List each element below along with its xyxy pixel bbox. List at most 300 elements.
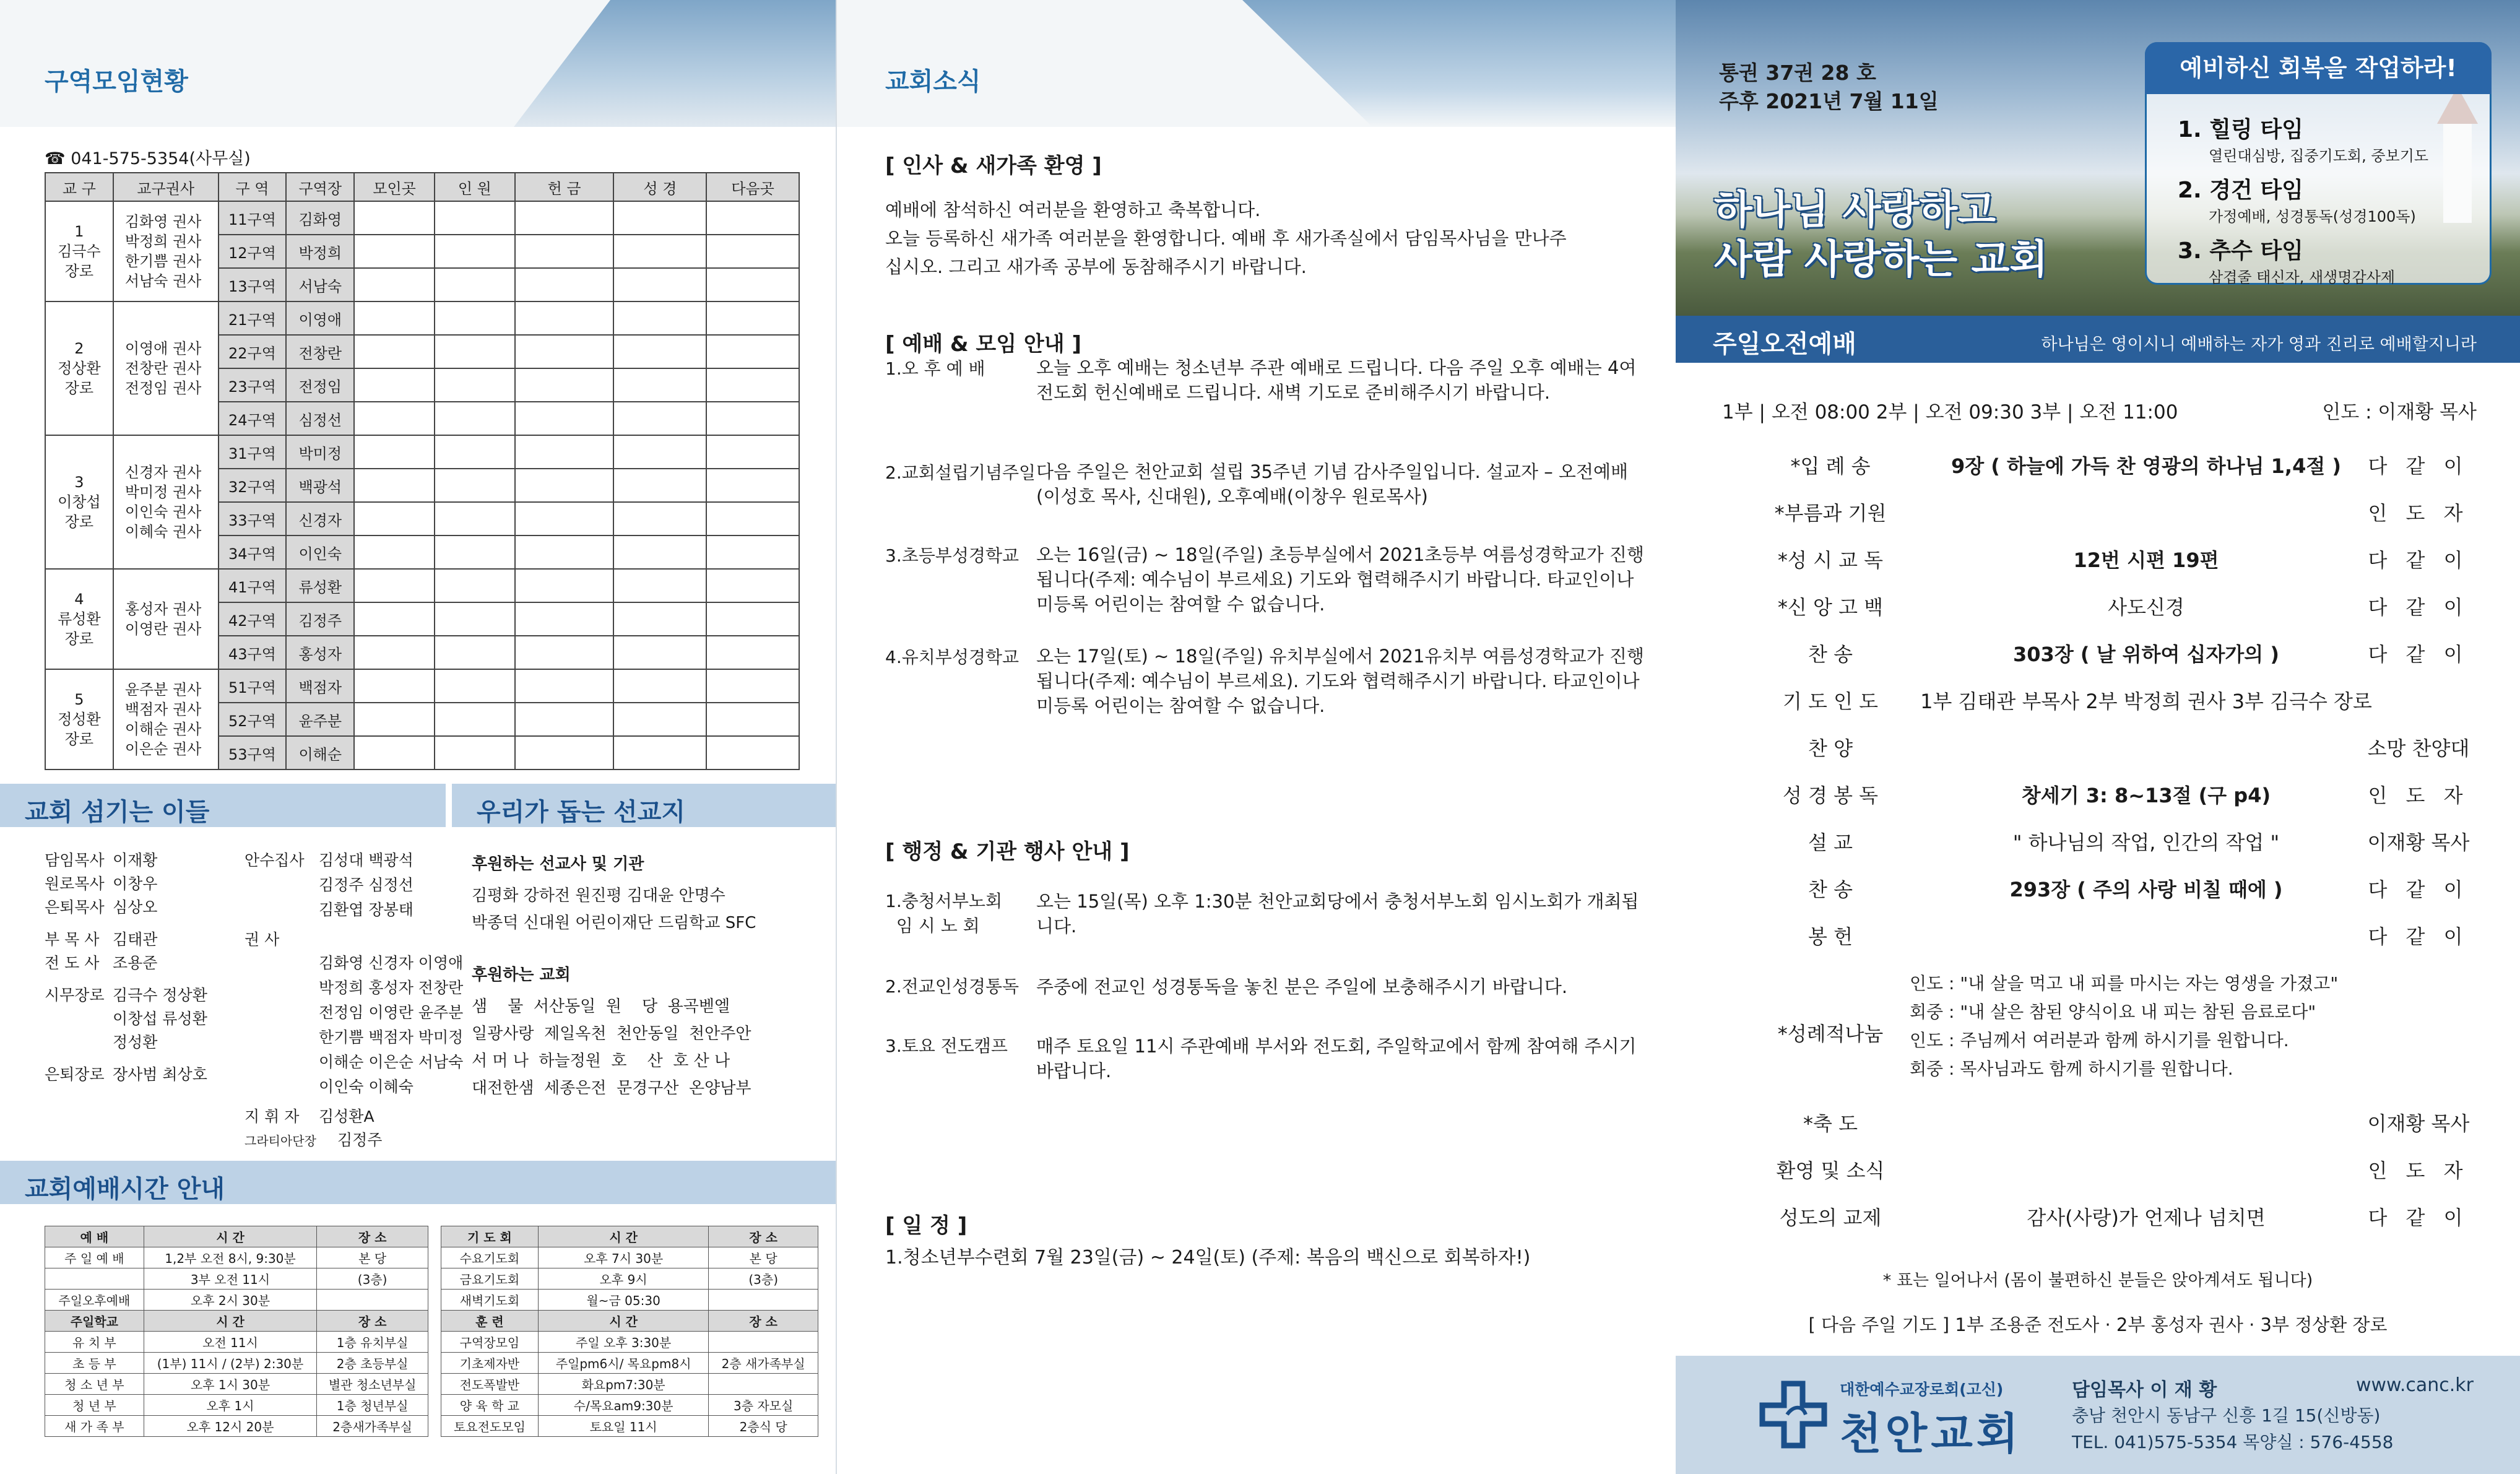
servant-names: 이인숙 이혜숙 [319, 1078, 414, 1096]
blank-cell [515, 636, 614, 669]
district-leader: 홍성자 [286, 636, 354, 669]
greet-head: [ 인사 & 새가족 환영 ] [885, 154, 1102, 178]
blank-cell [435, 368, 515, 402]
admin-head: [ 행정 & 기관 행사 안내 ] [885, 839, 1130, 864]
blank-cell [515, 502, 614, 535]
district-id: 33구역 [219, 502, 287, 535]
blank-cell [435, 569, 515, 602]
schedule-cell: (1부) 11시 / (2부) 2:30분 [144, 1353, 317, 1374]
mission-line: 일광사랑 제일옥천 천안동일 천안주안 [472, 1025, 751, 1043]
blank-cell [354, 402, 435, 435]
blank-cell [613, 268, 706, 301]
schedule-cell: 2층새가족부실 [317, 1416, 428, 1437]
schedule-header: 장 소 [317, 1226, 428, 1247]
district-id: 32구역 [219, 469, 287, 502]
order-item: 기 도 인 도 [1782, 690, 1879, 713]
schedule-bar [0, 1161, 836, 1204]
servant-role: 은퇴목사 [45, 898, 105, 916]
admin-item-text: 주중에 전교인 성경통독을 놓친 분은 주일에 보충해주시기 바랍니다. [1036, 976, 1568, 997]
schedule-cell: 1층 청년부실 [317, 1395, 428, 1416]
website: www.canc.kr [2355, 1374, 2474, 1396]
table-row [45, 569, 799, 602]
schedule-cell: 3부 오전 11시 [144, 1268, 317, 1290]
schedule-cell: 금요기도회 [441, 1268, 539, 1290]
district-id: 24구역 [219, 402, 287, 435]
order-leader: 인 도 자 [2368, 501, 2469, 525]
blank-cell [435, 301, 515, 335]
service-title: 주일오전예배 [1713, 330, 1856, 358]
district-id: 52구역 [219, 703, 287, 736]
schedule-cell: 수요기도회 [441, 1247, 539, 1268]
slogan-head: 1. 힐링 타임 [2178, 117, 2303, 142]
worship-item-label: 2.교회설립기념주일 [885, 462, 1036, 483]
blank-cell [706, 736, 799, 770]
servants-bar [0, 784, 446, 827]
blank-cell [613, 636, 706, 669]
blank-cell [354, 469, 435, 502]
mission-line: 대전한샘 세종은전 문경구산 온양남부 [472, 1079, 751, 1098]
parish-name: 4 류성환 장로 [45, 569, 113, 669]
district-leader: 이인숙 [286, 535, 354, 569]
deacon-name: 서남숙 권사 [124, 272, 202, 290]
deacon-name: 한기쁨 권사 [124, 253, 202, 270]
order-item: *축 도 [1803, 1112, 1858, 1135]
blank-cell [706, 703, 799, 736]
order-item: *부름과 기원 [1774, 501, 1887, 525]
schedule-title: 교회예배시간 안내 [25, 1175, 225, 1203]
order-row [1676, 1202, 2520, 1249]
greet-line: 오늘 등록하신 새가족 여러분을 환영합니다. 예배 후 새가족실에서 담임목사님을 만나주 [885, 228, 1567, 249]
blank-cell [435, 502, 515, 535]
church-name: 천안교회 [1840, 1408, 2022, 1459]
order-content: 12번 시편 19편 [2073, 548, 2219, 572]
blank-cell [515, 469, 614, 502]
order-content: " 하나님의 작업, 인간의 작업 " [2012, 831, 2280, 854]
district-id: 43구역 [219, 636, 287, 669]
blank-cell [515, 602, 614, 636]
blank-cell [354, 569, 435, 602]
schedule-cell: (3층) [317, 1268, 428, 1290]
table-header: 교구권사 [113, 173, 219, 201]
deacon-name: 이해순 권사 [124, 721, 202, 738]
mission-line: 샘 물 서산동일 원 당 용곡벧엘 [472, 997, 730, 1016]
order-leader: 다 같 이 [2368, 878, 2469, 901]
blank-cell [706, 201, 799, 235]
servant-row [245, 873, 449, 898]
schedule-head: [ 일 정 ] [885, 1213, 968, 1238]
blank-cell [706, 636, 799, 669]
table-header: 헌 금 [515, 173, 614, 201]
servant-names: 김정주 [337, 1131, 383, 1149]
schedule-row [45, 1374, 428, 1395]
servant-names: 조용준 [113, 954, 158, 972]
servant-names: 이창우 [113, 875, 158, 893]
schedule-cell: 주일 오후 3:30분 [538, 1332, 708, 1353]
blank-cell [435, 335, 515, 368]
missionary-bar [452, 784, 836, 827]
schedule-header: 주일학교 [45, 1311, 144, 1332]
blank-cell [515, 736, 614, 770]
servant-row [245, 1000, 464, 1025]
schedule-cell: 수/목요am9:30분 [538, 1395, 708, 1416]
blank-cell [706, 301, 799, 335]
blank-cell [706, 602, 799, 636]
schedule-cell: 청 소 년 부 [45, 1374, 144, 1395]
blank-cell [354, 636, 435, 669]
table-row [45, 435, 799, 469]
service-times: 1부 | 오전 08:00 2부 | 오전 09:30 3부 | 오전 11:00 [1722, 401, 2178, 423]
worship-item-label: 1.오 후 예 배 [885, 358, 985, 379]
servant-row [45, 872, 243, 895]
order-row [1676, 451, 2520, 498]
district-id: 11구역 [219, 201, 287, 235]
servant-row [45, 1054, 243, 1086]
blank-cell [515, 669, 614, 703]
parish-name: 5 정성환 장로 [45, 669, 113, 770]
blank-cell [706, 669, 799, 703]
district-leader: 서남숙 [286, 268, 354, 301]
servant-names: 정성환 [113, 1033, 158, 1051]
order-row [1676, 592, 2520, 639]
deacon-name: 이인숙 권사 [124, 503, 202, 521]
worship-item-label: 3.초등부성경학교 [885, 545, 1020, 566]
blank-cell [613, 402, 706, 435]
blank-cell [613, 301, 706, 335]
order-content: 293장 ( 주의 사랑 비칠 때에 ) [2009, 878, 2283, 901]
district-leader: 이해순 [286, 736, 354, 770]
service-band [1676, 316, 2520, 363]
district-leader: 전창란 [286, 335, 354, 368]
order-item: 찬 양 [1808, 737, 1853, 760]
schedule-row [45, 1290, 428, 1311]
order-row [1676, 733, 2520, 780]
hero-line-1: 하나님 사랑하고 [1714, 188, 1996, 233]
order-content: 사도신경 [2108, 596, 2184, 619]
schedule-cell: 오후 2시 30분 [144, 1290, 317, 1311]
blank-cell [435, 535, 515, 569]
servant-names: 김성대 백광석 [319, 851, 414, 869]
service-verse: 하나님은 영이시니 예배하는 자가 영과 진리로 예배할지니라 [2041, 335, 2477, 354]
servant-row [45, 919, 243, 951]
deacon-name: 신경자 권사 [124, 464, 202, 481]
schedule-row [441, 1247, 818, 1268]
table-header: 성 경 [613, 173, 706, 201]
servant-row [245, 976, 464, 1000]
blank-cell [435, 703, 515, 736]
schedule-cell: 전도폭발반 [441, 1374, 539, 1395]
next-prayer: [ 다음 주일 기도 ] 1부 조용준 전도사 · 2부 홍성자 권사 · 3부 정상환 장로 [1808, 1314, 2388, 1335]
district-leader: 백점자 [286, 669, 354, 703]
schedule-cell: 본 당 [709, 1247, 818, 1268]
greet-text [885, 196, 1567, 281]
prayer-training-table [441, 1226, 818, 1437]
servant-role: 원로목사 [45, 875, 105, 893]
news-title: 교회소식 [885, 67, 981, 96]
blank-cell [354, 703, 435, 736]
servant-names: 김성환A [319, 1108, 375, 1125]
schedule-cell: 주일오후예배 [45, 1290, 144, 1311]
schedule-cell: 구역장모임 [441, 1332, 539, 1353]
blank-cell [515, 703, 614, 736]
schedule-header: 장 소 [709, 1311, 818, 1332]
blank-cell [354, 235, 435, 268]
order-item: *입 례 송 [1790, 454, 1871, 478]
church-logo-icon [1759, 1381, 1827, 1449]
schedule-row [45, 1268, 428, 1290]
schedule-row [441, 1268, 818, 1290]
mission-lines-2 [472, 994, 825, 1103]
order-content: 창세기 3: 8~13절 (구 p4) [2021, 784, 2271, 807]
blank-cell [613, 201, 706, 235]
servant-names: 심상오 [113, 898, 158, 916]
slogan-sub: 열린대심방, 집중기도회, 중보기도 [2209, 147, 2429, 165]
schedule-header: 장 소 [709, 1226, 818, 1247]
blank-cell [706, 402, 799, 435]
order-leader: 인 도 자 [2368, 784, 2469, 807]
mission-line: 김평화 강하전 원진평 김대윤 안명수 [472, 887, 725, 905]
schedule-cell: 오후 9시 [538, 1268, 708, 1290]
greet-line: 예배에 참석하신 여러분을 환영하고 축복합니다. [885, 199, 1261, 220]
schedule-row [45, 1353, 428, 1374]
order-row [1676, 1108, 2520, 1155]
schedule-cell: 본 당 [317, 1247, 428, 1268]
blank-cell [613, 502, 706, 535]
schedule-cell: 별관 청소년부실 [317, 1374, 428, 1395]
schedule-row [45, 1395, 428, 1416]
missionary-title: 우리가 돕는 선교지 [477, 798, 685, 826]
servant-row [245, 1099, 449, 1128]
schedule-cell: 1,2부 오전 8시, 9:30분 [144, 1247, 317, 1268]
blank-cell [435, 669, 515, 703]
blank-cell [613, 335, 706, 368]
schedule-cell: 주일pm6시/ 목요pm8시 [538, 1353, 708, 1374]
district-id: 23구역 [219, 368, 287, 402]
schedule-cell: 월~금 05:30 [538, 1290, 708, 1311]
district-leader: 김정주 [286, 602, 354, 636]
district-leader: 백광석 [286, 469, 354, 502]
schedule-cell: 유 치 부 [45, 1332, 144, 1353]
servant-row [245, 1050, 464, 1075]
schedule-header: 시 간 [144, 1311, 317, 1332]
district-leader: 박정희 [286, 235, 354, 268]
schedule-cell: 화요pm7:30분 [538, 1374, 708, 1395]
mission-line: 서 머 나 하늘정원 호 산 호 산 나 [472, 1052, 730, 1070]
schedule-row [441, 1332, 818, 1353]
schedule-cell: 초 등 부 [45, 1353, 144, 1374]
service-leader: 인도 : 이재황 목사 [2322, 401, 2477, 423]
bulletin-cover [1676, 0, 2520, 1474]
table-header: 인 원 [435, 173, 515, 201]
district-leader: 윤주분 [286, 703, 354, 736]
blank-cell [435, 402, 515, 435]
order-row [1676, 639, 2520, 686]
mission-head-2: 후원하는 교회 [472, 966, 571, 984]
blank-cell [613, 703, 706, 736]
worship-head: [ 예배 & 모임 안내 ] [885, 332, 1081, 357]
blank-cell [706, 569, 799, 602]
order-row [1676, 686, 2520, 733]
district-id: 41구역 [219, 569, 287, 602]
blank-cell [613, 469, 706, 502]
standing-note: * 표는 일어나서 (몸이 불편하신 분들은 앉아계셔도 됩니다) [1882, 1271, 2313, 1290]
district-id: 13구역 [219, 268, 287, 301]
deacon-name: 윤주분 권사 [124, 681, 202, 698]
blank-cell [354, 602, 435, 636]
schedule-cell: 오후 12시 20분 [144, 1416, 317, 1437]
blank-cell [706, 535, 799, 569]
blank-cell [706, 235, 799, 268]
district-panel [0, 0, 836, 1474]
order-item: *신 앙 고 백 [1777, 596, 1884, 619]
blank-cell [706, 335, 799, 368]
servant-names: 한기쁨 백점자 박미정 [319, 1028, 464, 1046]
district-leader: 신경자 [286, 502, 354, 535]
blank-cell [613, 669, 706, 703]
deacon-name: 김화영 권사 [124, 213, 202, 230]
slogan-head: 2. 경건 타임 [2178, 178, 2303, 203]
order-row [1676, 545, 2520, 592]
schedule-cell [709, 1374, 818, 1395]
footer [1676, 1356, 2520, 1474]
blank-cell [435, 636, 515, 669]
order-leader: 다 같 이 [2368, 454, 2469, 478]
servants-right [245, 848, 464, 1153]
deacon-name: 전창란 권사 [124, 360, 202, 377]
servant-role: 지 휘 자 [245, 1108, 300, 1125]
schedule-header: 시 간 [144, 1226, 317, 1247]
communion-line: 회중 : 목사님과도 함께 하시기를 원합니다. [1910, 1059, 2233, 1079]
servant-row [45, 951, 243, 974]
blank-cell [613, 435, 706, 469]
schedule-header: 장 소 [317, 1311, 428, 1332]
blank-cell [515, 301, 614, 335]
parish-deacons [113, 569, 219, 669]
order-row [1676, 780, 2520, 827]
order-item: *성 시 교 독 [1777, 548, 1884, 572]
district-leader: 심정선 [286, 402, 354, 435]
servant-names: 김정주 심정선 [319, 876, 414, 894]
order-item: 찬 송 [1808, 878, 1853, 901]
servant-row [245, 1075, 449, 1099]
servant-names: 김화영 신경자 이영애 [319, 954, 464, 972]
admin-item-label: 3.토요 전도캠프 [885, 1036, 1008, 1056]
servant-names: 김극수 정상환 [113, 986, 207, 1004]
schedule-row [45, 1332, 428, 1353]
blank-cell [613, 736, 706, 770]
schedule-row [45, 1416, 428, 1437]
order-item: 찬 송 [1808, 643, 1853, 666]
denomination: 대한예수교장로회(고신) [1840, 1381, 2004, 1398]
worship-item-text: 오늘 오후 예배는 청소년부 주관 예배로 드립니다. 다음 주일 오후 예배는 4여전도회 헌신예배로 드립니다. 새벽 기도로 준비해주시기 바랍니다. [1036, 357, 1637, 403]
servant-role: 안수집사 [245, 851, 305, 869]
blank-cell [354, 301, 435, 335]
table-header: 구역장 [286, 173, 354, 201]
district-leader: 박미정 [286, 435, 354, 469]
order-row [1676, 1155, 2520, 1202]
schedule-header: 시 간 [538, 1311, 708, 1332]
servant-row [45, 1030, 243, 1054]
blank-cell [354, 268, 435, 301]
servant-row [245, 898, 449, 922]
schedule-row [45, 1247, 428, 1268]
order-leader: 이재황 목사 [2367, 831, 2470, 854]
district-id: 22구역 [219, 335, 287, 368]
blank-cell [706, 268, 799, 301]
order-leader: 다 같 이 [2368, 643, 2469, 666]
blank-cell [515, 435, 614, 469]
order-content: 9장 ( 하늘에 가득 찬 영광의 하나님 1,4절 ) [1951, 454, 2342, 478]
blank-cell [515, 368, 614, 402]
blank-cell [354, 201, 435, 235]
schedule-header: 훈 련 [441, 1311, 539, 1332]
table-row [45, 201, 799, 235]
admin-item-label: 1.충청서부노회 임 시 노 회 [885, 891, 1003, 936]
blank-cell [613, 535, 706, 569]
parish-name: 2 정상환 장로 [45, 301, 113, 435]
servant-row [245, 848, 449, 873]
schedule-row [441, 1395, 818, 1416]
schedule-cell: 양 육 학 교 [441, 1395, 539, 1416]
servant-row [45, 974, 243, 1007]
servant-names: 전정임 이영란 윤주분 [319, 1004, 464, 1021]
servants-left [45, 848, 243, 1086]
servant-row [245, 951, 464, 976]
parish-deacons [113, 669, 219, 770]
blank-cell [515, 402, 614, 435]
servant-role: 담임목사 [45, 851, 105, 869]
order-content: 303장 ( 날 위하여 십자가의 ) [2013, 643, 2279, 666]
communion-text [1910, 969, 2338, 1083]
communion-line: 인도 : 주님께서 여러분과 함께 하시기를 원합니다. [1910, 1030, 2289, 1051]
mission-line: 박종덕 신대원 어린이재단 드림학교 SFC [472, 914, 756, 932]
admin-item-text: 오는 15일(목) 오후 1:30분 천안교회당에서 충청서부노회 임시노회가 개최됩니다. [1036, 891, 1639, 937]
blank-cell [515, 535, 614, 569]
order-leader: 다 같 이 [2368, 1206, 2469, 1229]
schedule-row [441, 1374, 818, 1395]
district-id: 53구역 [219, 736, 287, 770]
deacon-name: 이혜숙 권사 [124, 523, 202, 540]
order-item: 설 교 [1808, 831, 1853, 854]
order-leader: 다 같 이 [2368, 548, 2469, 572]
order-leader: 소망 찬양대 [2367, 737, 2470, 760]
schedule-cell [709, 1290, 818, 1311]
worship-item-text: 오는 16일(금) ~ 18일(주일) 초등부실에서 2021초등부 여름성경학교가 진행됩니다(주제: 예수님이 부르세요) 기도와 협력해주시기 바랍니다. 타교인이나 미등록 어린이는 참여할 수 없습니다. [1036, 544, 1645, 615]
slogan-head: 3. 추수 타임 [2178, 238, 2303, 264]
schedule-row [441, 1353, 818, 1374]
news-panel [836, 0, 1676, 1474]
admin-item-label: 2.전교인성경통독 [885, 976, 1020, 997]
blank-cell [435, 435, 515, 469]
blank-cell [613, 368, 706, 402]
deacon-name: 백점자 권사 [124, 701, 202, 718]
deacon-name: 박정희 권사 [124, 233, 202, 250]
schedule-cell: 1층 유치부실 [317, 1332, 428, 1353]
schedule-cell: 오후 7시 30분 [538, 1247, 708, 1268]
schedule-cell: 오전 11시 [144, 1332, 317, 1353]
table-row [45, 669, 799, 703]
office-phone: ☎ 041-575-5354(사무실) [45, 149, 251, 168]
order-row [1676, 874, 2520, 921]
blank-cell [515, 335, 614, 368]
deacon-name: 이영애 권사 [124, 340, 202, 357]
parish-deacons [113, 201, 219, 301]
table-header: 교 구 [45, 173, 113, 201]
schedule-cell: 기초제자반 [441, 1353, 539, 1374]
schedule-cell: 새벽기도회 [441, 1290, 539, 1311]
servant-row [45, 1007, 243, 1030]
servant-role: 은퇴장로 [45, 1065, 105, 1083]
servant-names: 이재황 [113, 851, 158, 869]
